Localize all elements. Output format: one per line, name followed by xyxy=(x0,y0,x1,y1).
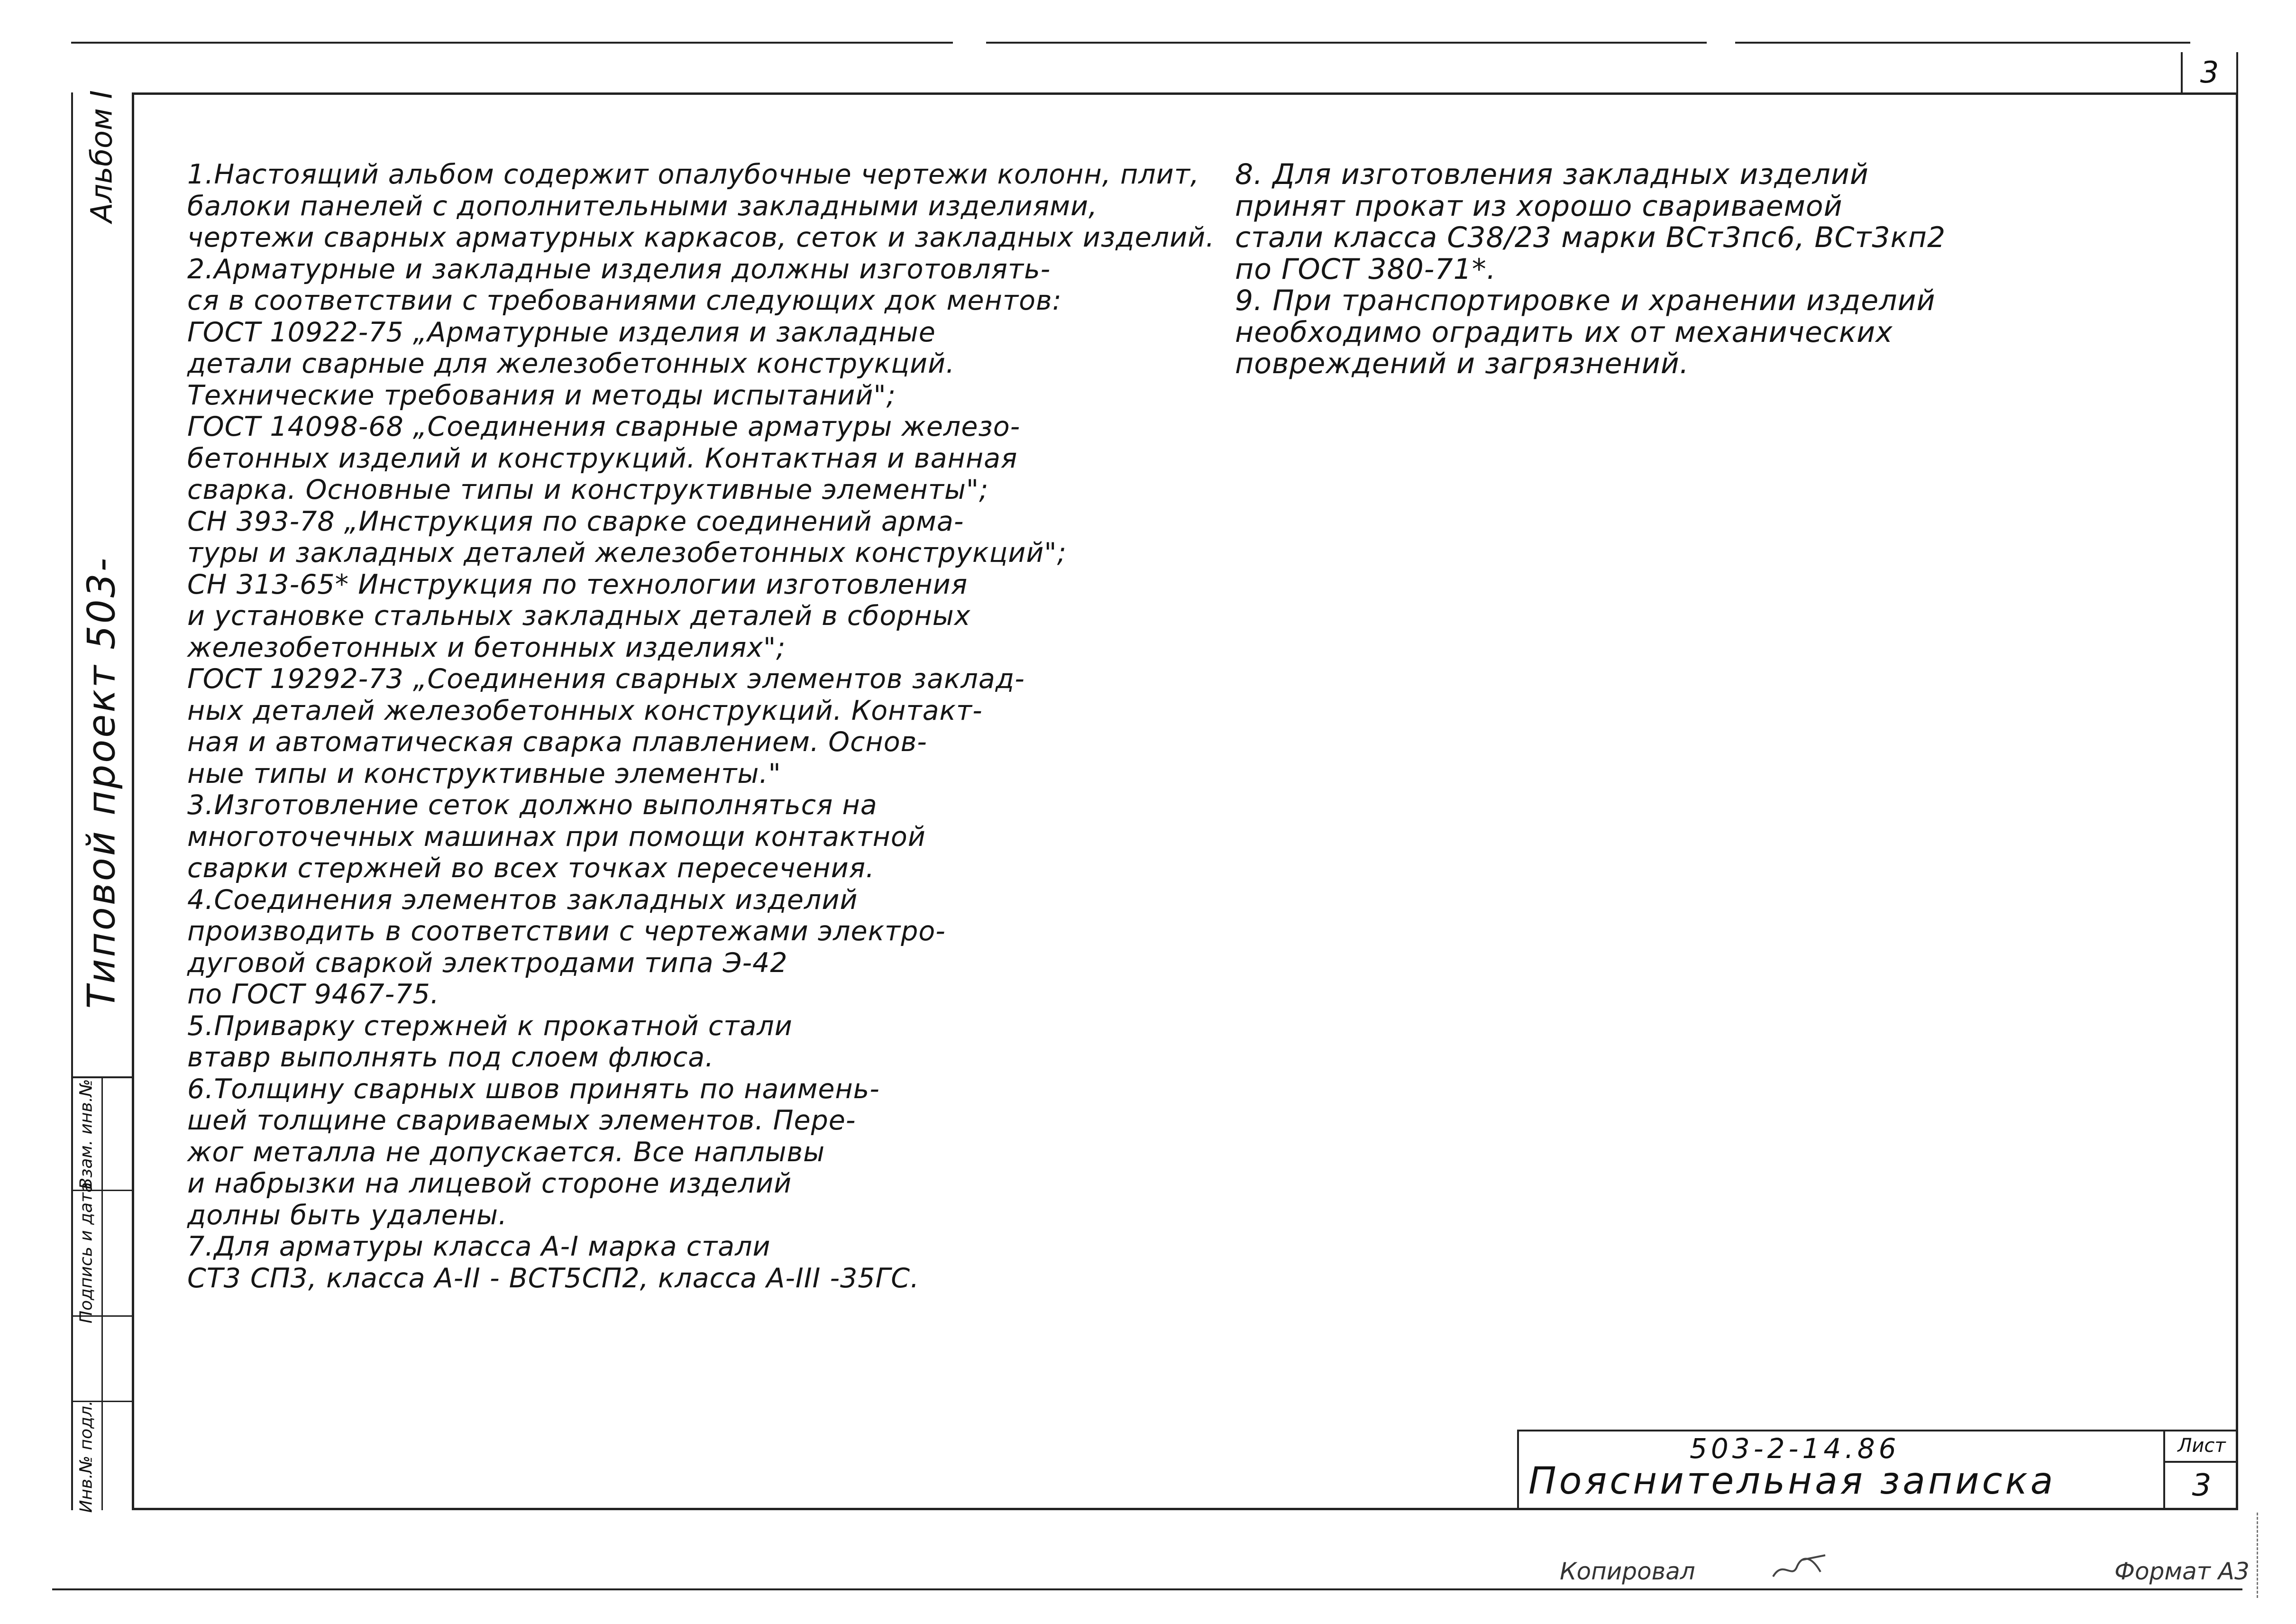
note-line: балоки панелей с дополнительными закладными изделиями, xyxy=(187,190,1098,222)
note-line: СТ3 СП3, класса А-II - ВСТ5СП2, класса А-III -35ГС. xyxy=(187,1262,920,1294)
note-line: ГОСТ 10922-75 „Арматурные изделия и закладные xyxy=(187,316,936,348)
note-line: жог металла не допускается. Все наплывы xyxy=(187,1136,825,1168)
note-line: 2.Арматурные и закладные изделия должны изготовлять- xyxy=(187,253,1051,285)
note-line: принят прокат из хорошо свариваемой xyxy=(1235,189,1843,223)
note-line: 6.Толщину сварных швов принять по наимень- xyxy=(187,1073,880,1105)
document-title: Пояснительная записка xyxy=(1528,1460,2056,1503)
note-line: СН 313-65* Инструкция по технологии изготовления xyxy=(187,569,968,600)
note-line: 3.Изготовление сеток должно выполняться на xyxy=(187,789,878,821)
sheet-number: 3 xyxy=(2192,1468,2212,1503)
note-line: ные типы и конструктивные элементы." xyxy=(187,758,781,789)
sheet-corner-number: 3 xyxy=(2200,55,2219,90)
project-label: Типовой проект 503- xyxy=(79,556,124,1009)
title-block xyxy=(1517,1430,2238,1510)
top-rule-segment xyxy=(71,42,953,44)
note-line: 4.Соединения элементов закладных изделий xyxy=(187,884,858,916)
note-line: по ГОСТ 380-71*. xyxy=(1235,252,1496,286)
trim-line xyxy=(2257,1513,2258,1598)
stamp-cell-original-inv: Инв.№ подл. xyxy=(76,1400,96,1513)
note-line: стали класса С38/23 марки ВСт3пс6, ВСт3кп2 xyxy=(1235,221,1946,254)
bottom-rule xyxy=(52,1588,2242,1590)
note-line: чертежи сварных арматурных каркасов, сеток и закладных изделий. xyxy=(187,222,1215,253)
note-line: ГОСТ 19292-73 „Соединения сварных элементов заклад- xyxy=(187,663,1025,695)
note-line: 8. Для изготовления закладных изделий xyxy=(1235,158,1869,191)
note-line: и набрызки на лицевой стороне изделий xyxy=(187,1168,792,1199)
note-line: долны быть удалены. xyxy=(187,1199,508,1231)
note-line: 1.Настоящий альбом содержит опалубочные чертежи колонн, плит, xyxy=(187,159,1200,190)
note-line: 5.Приварку стержней к прокатной стали xyxy=(187,1010,793,1042)
stamp-cell-replaced-inv: Взам. инв.№ xyxy=(76,1079,96,1190)
note-line: ся в соответствии с требованиями следующих док ментов: xyxy=(187,285,1062,316)
note-line: ная и автоматическая сварка плавлением. Основ- xyxy=(187,726,927,758)
note-line: сварки стержней во всех точках пересечения. xyxy=(187,853,875,884)
note-line: повреждений и загрязнений. xyxy=(1235,347,1689,380)
format-label: Формат А3 xyxy=(2114,1558,2250,1585)
note-line: бетонных изделий и конструкций. Контактная и ванная xyxy=(187,442,1018,474)
margin-stamp-table xyxy=(71,1076,132,1513)
note-line: шей толщине свариваемых элементов. Пере- xyxy=(187,1105,856,1136)
album-label: Альбом I xyxy=(84,90,119,223)
document-code: 503-2-14.86 xyxy=(1690,1432,1900,1465)
note-line: дуговой сваркой электродами типа Э-42 xyxy=(187,947,788,979)
copier-signature xyxy=(1768,1551,1830,1584)
note-line: 9. При транспортировке и хранении изделий xyxy=(1235,284,1936,317)
note-line: детали сварные для железобетонных конструкций. xyxy=(187,348,955,379)
note-line: по ГОСТ 9467-75. xyxy=(187,979,439,1010)
note-line: туры и закладных деталей железобетонных конструкций"; xyxy=(187,537,1067,569)
note-line: производить в соответствии с чертежами электро- xyxy=(187,916,946,947)
copied-by-label: Копировал xyxy=(1560,1558,1695,1585)
top-rule-segment xyxy=(986,42,1707,44)
stamp-divider xyxy=(101,1078,103,1510)
note-line: ных деталей железобетонных конструкций. Контакт- xyxy=(187,695,983,726)
note-line: ГОСТ 14098-68 „Соединения сварные арматуры железо- xyxy=(187,411,1021,442)
notes-right-column xyxy=(1235,159,2221,380)
note-line: Технические требования и методы испытаний"; xyxy=(187,379,896,411)
top-rule-segment xyxy=(1735,42,2190,44)
sheet-corner-box xyxy=(2181,52,2238,95)
note-line: втавр выполнять под слоем флюса. xyxy=(187,1042,714,1073)
stamp-cell-signature-date: Подпись и дата xyxy=(76,1182,96,1324)
note-line: СН 393-78 „Инструкция по сварке соединений арма- xyxy=(187,505,964,537)
note-line: железобетонных и бетонных изделиях"; xyxy=(187,632,786,663)
note-line: многоточечных машинах при помощи контактной xyxy=(187,821,926,853)
note-line: сварка. Основные типы и конструктивные элементы"; xyxy=(187,474,989,505)
note-line: 7.Для арматуры класса А-I марка стали xyxy=(187,1231,771,1262)
notes-left-column xyxy=(187,159,1230,1294)
note-line: и установке стальных закладных деталей в сборных xyxy=(187,600,971,632)
note-line: необходимо оградить их от механических xyxy=(1235,315,1893,349)
sheet-number-cell xyxy=(2163,1431,2238,1510)
sheet-label: Лист xyxy=(2165,1431,2238,1463)
